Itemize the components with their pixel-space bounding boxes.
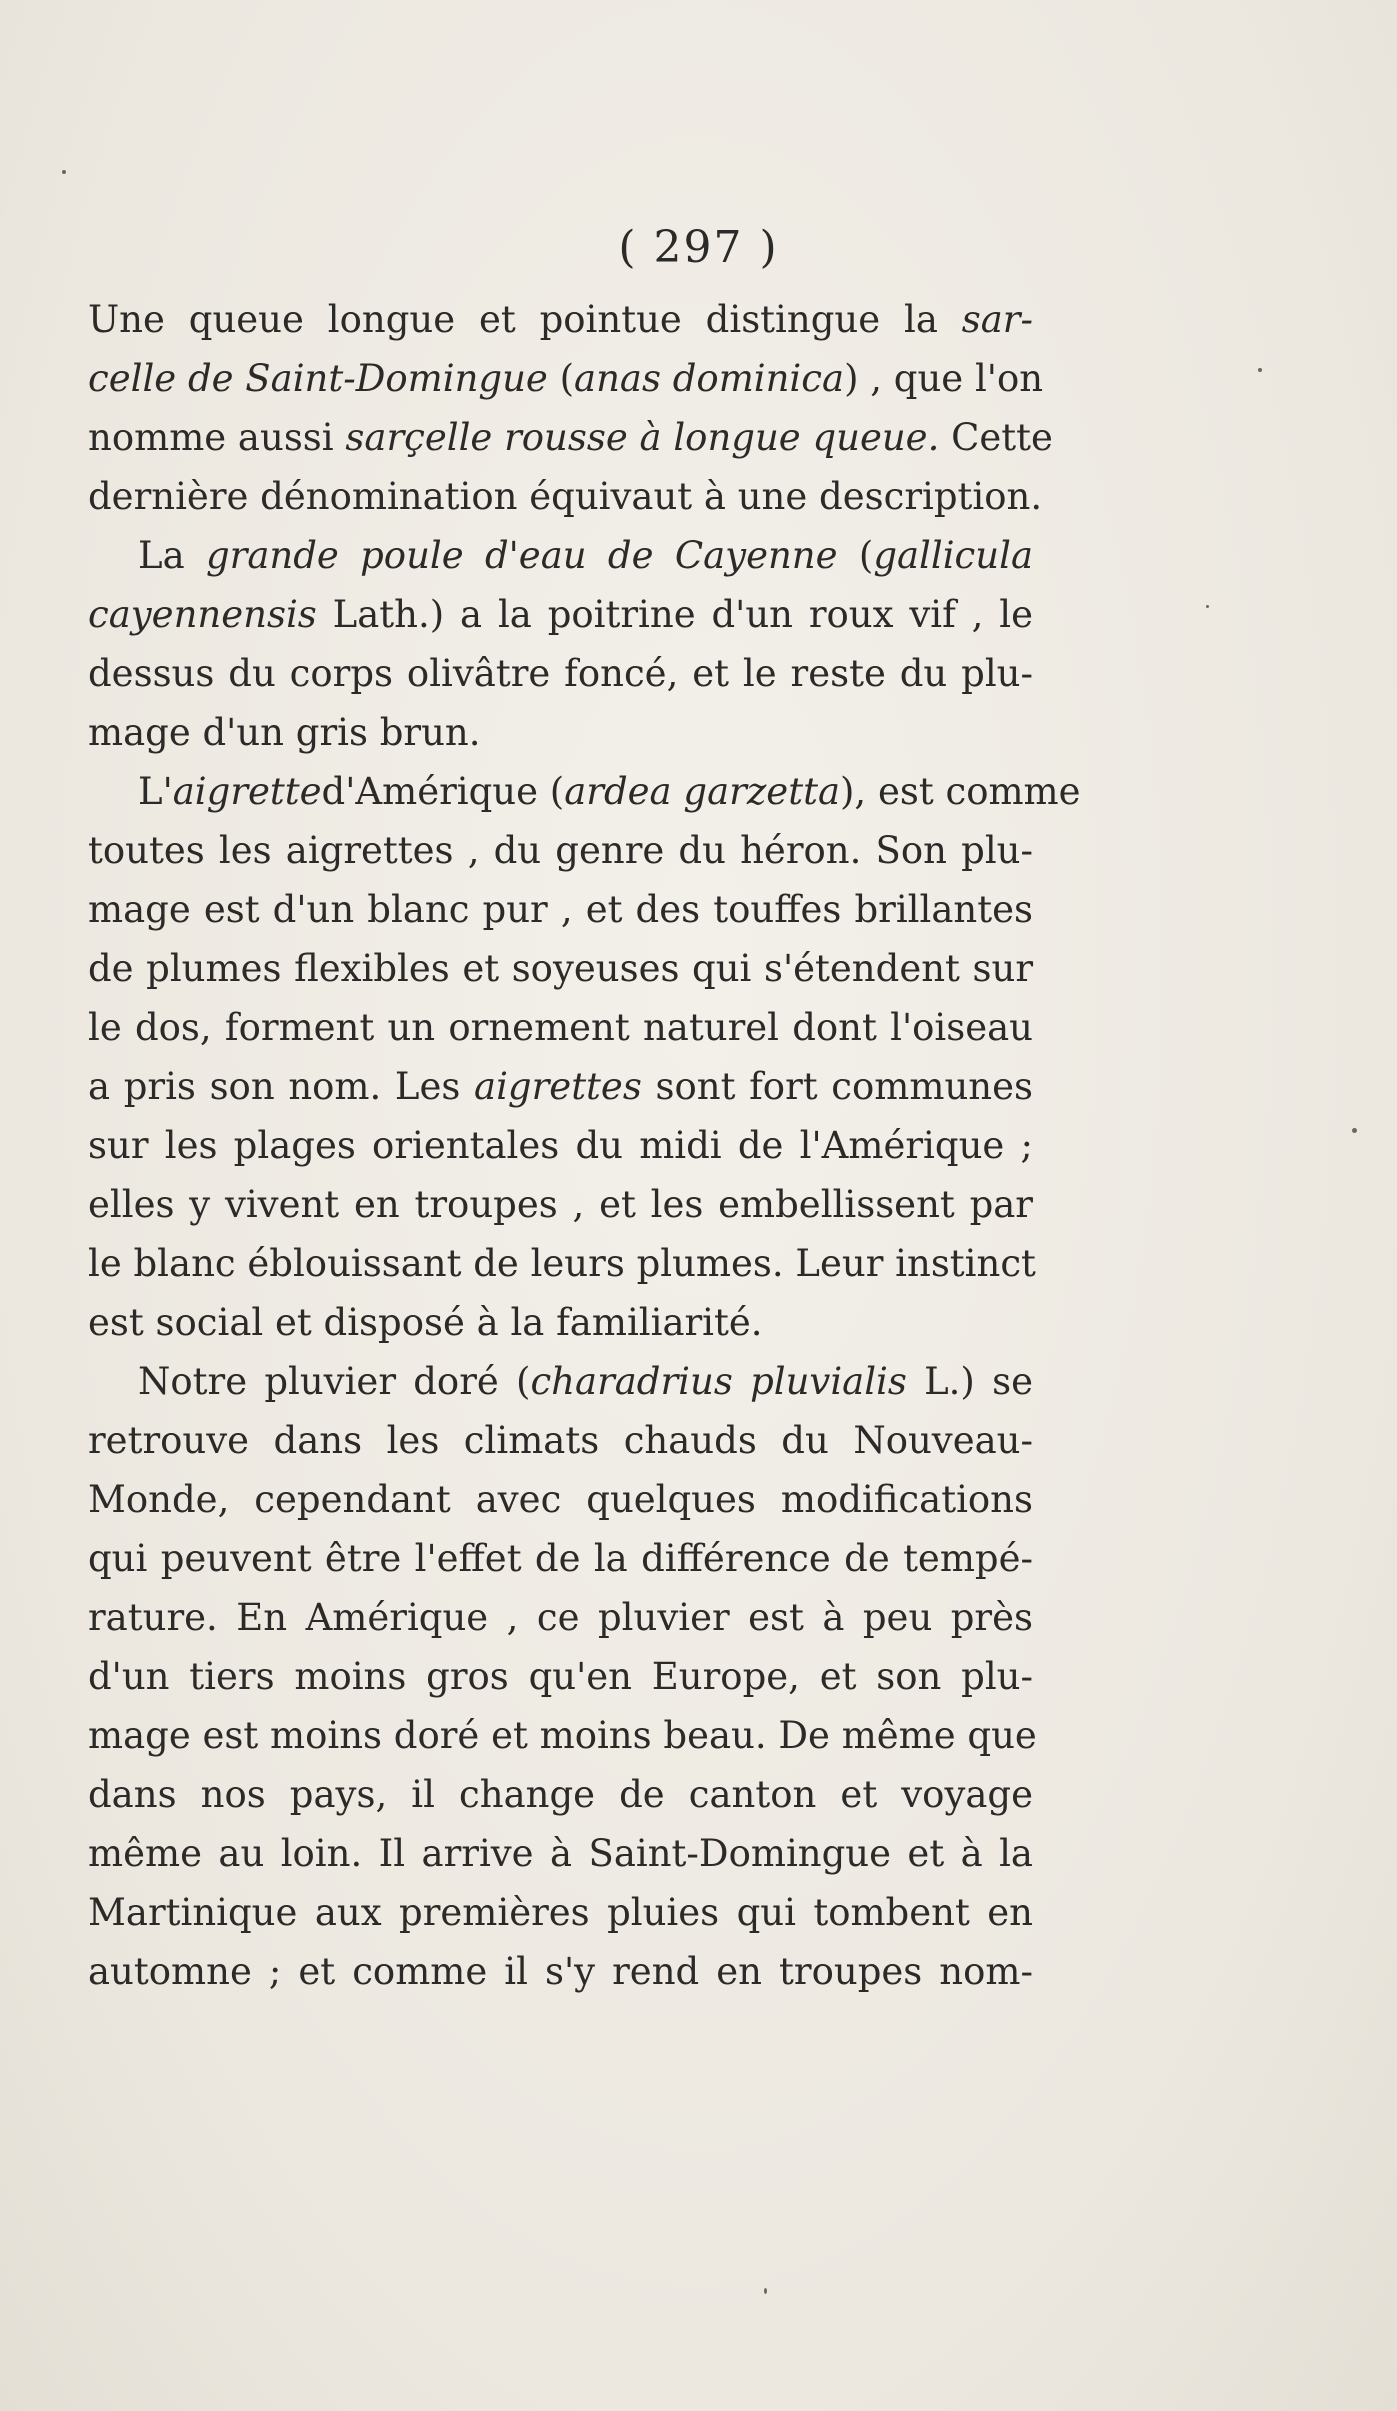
italic-text-run: aigrette: [172, 770, 322, 813]
text-run: ), est comme: [840, 770, 1081, 813]
text-run: d'Amérique (: [321, 770, 565, 813]
text-line: [88, 939, 1033, 998]
page-number: ( 297 ): [618, 222, 779, 273]
paper-speck: [1352, 1128, 1357, 1133]
text-run: est social et disposé à la familiarité.: [88, 1301, 763, 1344]
text-line: [88, 644, 1033, 703]
text-line: [88, 1588, 1033, 1647]
text-run: Notre pluvier doré (: [138, 1360, 531, 1403]
text-line: [88, 1175, 1033, 1234]
text-line: [88, 585, 1033, 644]
text-run: elles y vivent en troupes , et les embellissent par: [88, 1183, 1033, 1226]
italic-text-run: ardea garzetta: [564, 770, 840, 813]
body-text: [88, 290, 1081, 2001]
paper-speck: [1258, 368, 1262, 372]
text-run: qui peuvent être l'effet de la différence de tempé-: [88, 1537, 1033, 1580]
text-run: (: [837, 534, 874, 577]
text-run: le dos, forment un ornement naturel dont l'oiseau: [88, 1006, 1033, 1049]
text-run: mage est moins doré et moins beau. De même que: [88, 1714, 1037, 1757]
text-line: [88, 1706, 1037, 1765]
text-line: [88, 1411, 1033, 1470]
text-line: [88, 1293, 1033, 1352]
text-run: le blanc éblouissant de leurs plumes. Leur instinct: [88, 1242, 1036, 1285]
italic-text-run: celle de Saint-Domingue: [88, 357, 548, 400]
paper-speck: [62, 170, 66, 174]
text-run: sur les plages orientales du midi de l'Amérique ;: [88, 1124, 1033, 1167]
text-line: [88, 821, 1033, 880]
text-line: [88, 1352, 1033, 1411]
paper-speck: [764, 2288, 767, 2294]
text-line: [88, 1647, 1033, 1706]
text-run: nomme aussi: [88, 416, 346, 459]
italic-text-run: aigrettes: [474, 1065, 642, 1108]
text-line: [88, 1824, 1033, 1883]
italic-text-run: sar-: [961, 298, 1033, 341]
text-run: mage d'un gris brun.: [88, 711, 481, 754]
text-line: [88, 408, 1053, 467]
paper-speck: [1206, 605, 1209, 608]
text-run: Cette: [939, 416, 1053, 459]
italic-text-run: cayennensis: [88, 593, 317, 636]
text-line: [88, 1529, 1033, 1588]
italic-text-run: anas dominica: [574, 357, 845, 400]
text-run: Martinique aux premières pluies qui tombent en: [88, 1891, 1033, 1934]
text-line: [88, 762, 1081, 821]
text-run: d'un tiers moins gros qu'en Europe, et son plu-: [88, 1655, 1033, 1698]
text-line: [88, 349, 1044, 408]
text-run: retrouve dans les climats chauds du Nouveau-: [88, 1419, 1033, 1462]
text-run: dans nos pays, il change de canton et voyage: [88, 1773, 1033, 1816]
text-line: [88, 1470, 1033, 1529]
text-run: automne ; et comme il s'y rend en troupes nom-: [88, 1950, 1033, 1993]
text-run: rature. En Amérique , ce pluvier est à peu près: [88, 1596, 1033, 1639]
text-line: [88, 1057, 1033, 1116]
italic-text-run: grande poule d'eau de Cayenne: [205, 534, 838, 577]
text-line: [88, 526, 1033, 585]
text-line: [88, 1116, 1033, 1175]
text-line: [88, 880, 1033, 939]
text-run: a pris son nom. Les: [88, 1065, 475, 1108]
text-run: La: [138, 534, 206, 577]
text-run: mage est d'un blanc pur , et des touffes brillantes: [88, 888, 1033, 931]
text-line: [88, 290, 1033, 349]
italic-text-run: gallicula: [873, 534, 1034, 577]
text-line: [88, 1942, 1033, 2001]
text-run: L.) se: [906, 1360, 1033, 1403]
text-run: Monde, cependant avec quelques modifications: [88, 1478, 1033, 1521]
italic-text-run: charadrius pluvialis: [530, 1360, 907, 1403]
text-line: [88, 703, 1033, 762]
text-run: de plumes flexibles et soyeuses qui s'étendent sur: [88, 947, 1033, 990]
text-run: même au loin. Il arrive à Saint-Domingue et à la: [88, 1832, 1033, 1875]
text-line: [88, 1883, 1033, 1942]
text-run: Lath.) a la poitrine d'un roux vif , le: [316, 593, 1033, 636]
text-run: dernière dénomination équivaut à une description.: [88, 475, 1043, 518]
text-run: ) , que l'on: [844, 357, 1044, 400]
text-line: [88, 1234, 1036, 1293]
text-run: sont fort communes: [641, 1065, 1033, 1108]
text-run: (: [547, 357, 575, 400]
text-run: Une queue longue et pointue distingue la: [88, 298, 962, 341]
text-run: toutes les aigrettes , du genre du héron. Son plu-: [88, 829, 1033, 872]
text-run: L': [138, 770, 173, 813]
text-line: [88, 998, 1033, 1057]
text-line: [88, 467, 1043, 526]
italic-text-run: sarçelle rousse à longue queue.: [345, 416, 940, 459]
text-line: [88, 1765, 1033, 1824]
text-run: dessus du corps olivâtre foncé, et le reste du plu-: [88, 652, 1033, 695]
